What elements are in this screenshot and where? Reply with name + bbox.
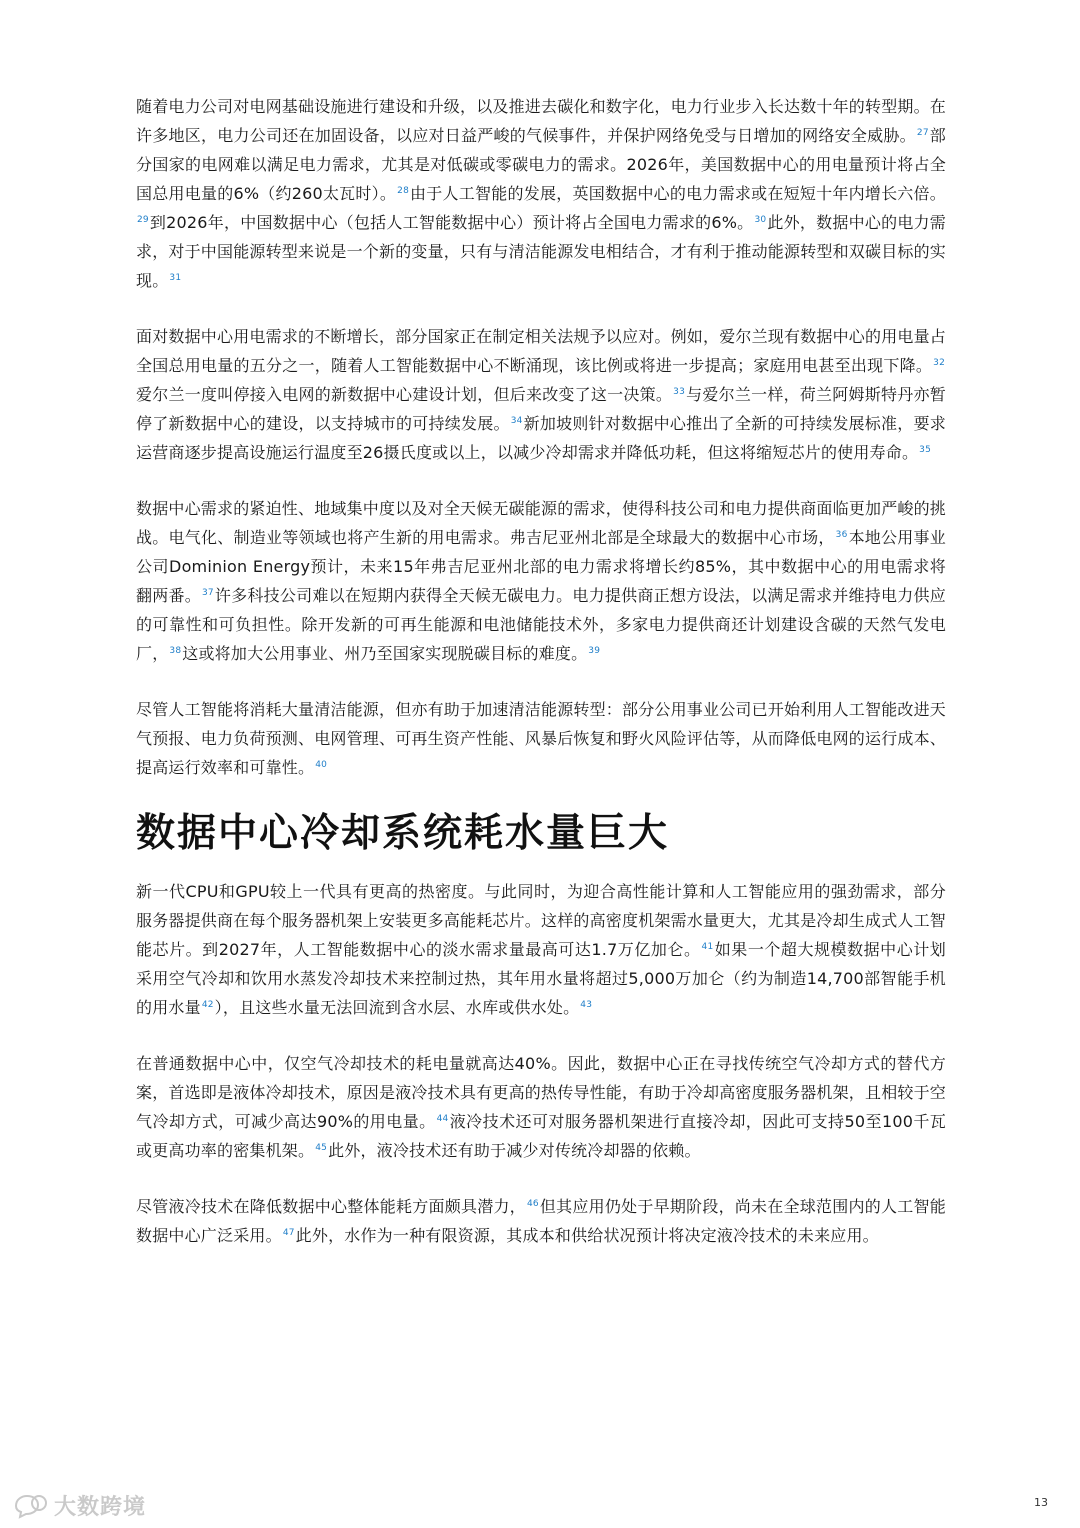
footnote-ref[interactable]: 42	[201, 999, 214, 1010]
paragraph-text: 尽管液冷技术在降低数据中心整体能耗方面颇具潜力，	[136, 1197, 526, 1216]
paragraph-text: 此外，液冷技术还有助于减少对传统冷却器的依赖。	[328, 1141, 701, 1160]
paragraph-text: 此外，水作为一种有限资源，其成本和供给状况预计将决定液冷技术的未来应用。	[295, 1226, 879, 1245]
footnote-ref[interactable]: 41	[701, 941, 714, 952]
paragraph	[136, 877, 946, 1022]
footnote-ref[interactable]: 47	[282, 1227, 295, 1238]
paragraph-text: 由于人工智能的发展，英国数据中心的电力需求或在短短十年内增长六倍。	[410, 184, 946, 203]
footnote-ref[interactable]: 39	[588, 645, 601, 656]
paragraph-text: 本地公用事业公司Dominion Energy预计，未来15年弗吉尼亚州北部的电力需求将增长约85%，其中数据中心的用电需求将翻两番。	[136, 528, 947, 605]
footnote-ref[interactable]: 33	[673, 386, 686, 397]
footnote-ref[interactable]: 30	[754, 214, 767, 225]
paragraph-text: 新一代CPU和GPU较上一代具有更高的热密度。与此同时，为迎合高性能计算和人工智能应用的强劲需求，部分服务器提供商在每个服务器机架上安装更多高能耗芯片。这样的高密度机架需水量更大，尤其是冷却生成式人工智能芯片。到2027年，人工智能数据中心的淡水需求量最高可达1.7万亿加仑。	[136, 882, 947, 959]
paragraph-text: 与爱尔兰一样，荷兰阿姆斯特丹亦暂停了新数据中心的建设，以支持城市的可持续发展。	[136, 385, 946, 433]
paragraph-text: 尽管人工智能将消耗大量清洁能源，但亦有助于加速清洁能源转型：部分公用事业公司已开始利用人工智能改进天气预报、电力负荷预测、电网管理、可再生资产性能、风暴后恢复和野火风险评估等，从而降低电网的运行成本、提高运行效率和可靠性。	[136, 700, 947, 777]
section-title: 数据中心冷却系统耗水量巨大	[136, 811, 670, 856]
paragraph-text: ），且这些水量无法回流到含水层、水库或供水处。	[214, 998, 580, 1017]
footnote-ref[interactable]: 37	[202, 587, 214, 598]
footnote-ref[interactable]: 28	[397, 185, 410, 196]
paragraph	[136, 322, 946, 467]
paragraph-text: 爱尔兰一度叫停接入电网的新数据中心建设计划，但后来改变了这一决策。	[136, 385, 673, 404]
paragraph	[136, 494, 946, 668]
paragraph	[136, 1192, 946, 1250]
paragraph-text: 面对数据中心用电需求的不断增长，部分国家正在制定相关法规予以应对。例如，爱尔兰现有数据中心的用电量占全国总用电量的五分之一，随着人工智能数据中心不断涌现，该比例或将进一步提高；家庭用电甚至出现下降。	[136, 327, 947, 375]
paragraph-text: 许多科技公司难以在短期内获得全天候无碳电力。电力提供商正想方设法，以满足需求并维持电力供应的可靠性和可负担性。除开发新的可再生能源和电池储能技术外，多家电力提供商还计划建设含碳的天然气发电厂，	[136, 586, 946, 663]
footnote-ref[interactable]: 45	[315, 1142, 328, 1153]
paragraph-text: 到2026年，中国数据中心（包括人工智能数据中心）预计将占全国电力需求的6%。	[149, 213, 754, 232]
footnote-ref[interactable]: 32	[933, 357, 945, 368]
footnote-ref[interactable]: 31	[169, 272, 182, 283]
paragraph-text: 这或将加大公用事业、州乃至国家实现脱碳目标的难度。	[182, 644, 588, 663]
paragraph-group-b	[136, 877, 946, 1250]
footnote-ref[interactable]: 43	[580, 999, 593, 1010]
paragraph-text: 如果一个超大规模数据中心计划采用空气冷却和饮用水蒸发冷却技术来控制过热，其年用水量将超过5,000万加仑（约为制造14,700部智能手机的用水量	[136, 940, 946, 1017]
footnote-ref[interactable]: 35	[919, 444, 932, 455]
footnote-ref[interactable]: 29	[137, 214, 149, 225]
paragraph-text: 此外，数据中心的电力需求，对于中国能源转型来说是一个新的变量，只有与清洁能源发电相结合，才有利于推动能源转型和双碳目标的实现。	[136, 213, 947, 290]
paragraph-text: 但其应用仍处于早期阶段，尚未在全球范围内的人工智能数据中心广泛采用。	[136, 1197, 946, 1245]
chat-bubble-logo-icon	[12, 1493, 50, 1519]
page-number: 13	[1034, 1496, 1048, 1509]
footnote-ref[interactable]: 36	[835, 529, 848, 540]
paragraph-group-a	[136, 92, 946, 782]
footnote-ref[interactable]: 40	[315, 759, 328, 770]
paragraph	[136, 1049, 946, 1165]
footnote-ref[interactable]: 27	[916, 127, 929, 138]
paragraph-text: 随着电力公司对电网基础设施进行建设和升级，以及推进去碳化和数字化，电力行业步入长达数十年的转型期。在许多地区，电力公司还在加固设备，以应对日益严峻的气候事件，并保护网络免受与日增加的网络安全威胁。	[136, 97, 947, 145]
paragraph	[136, 695, 946, 782]
footnote-ref[interactable]: 44	[436, 1113, 449, 1124]
paragraph-text: 新加坡则针对数据中心推出了全新的可持续发展标准，要求运营商逐步提高设施运行温度至26摄氏度或以上，以减少冷却需求并降低功耗，但这将缩短芯片的使用寿命。	[136, 414, 946, 462]
paragraph-text: 在普通数据中心中，仅空气冷却技术的耗电量就高达40%。因此，数据中心正在寻找传统空气冷却方式的替代方案，首选即是液体冷却技术，原因是液冷技术具有更高的热传导性能，有助于冷却高密度服务器机架，且相较于空气冷却方式，可减少高达90%的用电量。	[136, 1054, 947, 1131]
paragraph-text: 部分国家的电网难以满足电力需求，尤其是对低碳或零碳电力的需求。2026年，美国数据中心的用电量预计将占全国总用电量的6%（约260太瓦时）。	[136, 126, 946, 203]
paragraph-text: 液冷技术还可对服务器机架进行直接冷却，因此可支持50至100千瓦或更高功率的密集机架。	[136, 1112, 946, 1160]
watermark-text: 大数跨境	[54, 1495, 147, 1520]
paragraph	[136, 92, 946, 295]
page-content	[136, 92, 946, 1277]
paragraph-text: 数据中心需求的紧迫性、地域集中度以及对全天候无碳能源的需求，使得科技公司和电力提供商面临更加严峻的挑战。电气化、制造业等领域也将产生新的用电需求。弗吉尼亚州北部是全球最大的数据中心市场，	[136, 499, 947, 547]
footnote-ref[interactable]: 34	[510, 415, 523, 426]
watermark	[12, 1490, 146, 1521]
footnote-ref[interactable]: 46	[526, 1198, 539, 1209]
footnote-ref[interactable]: 38	[169, 645, 182, 656]
